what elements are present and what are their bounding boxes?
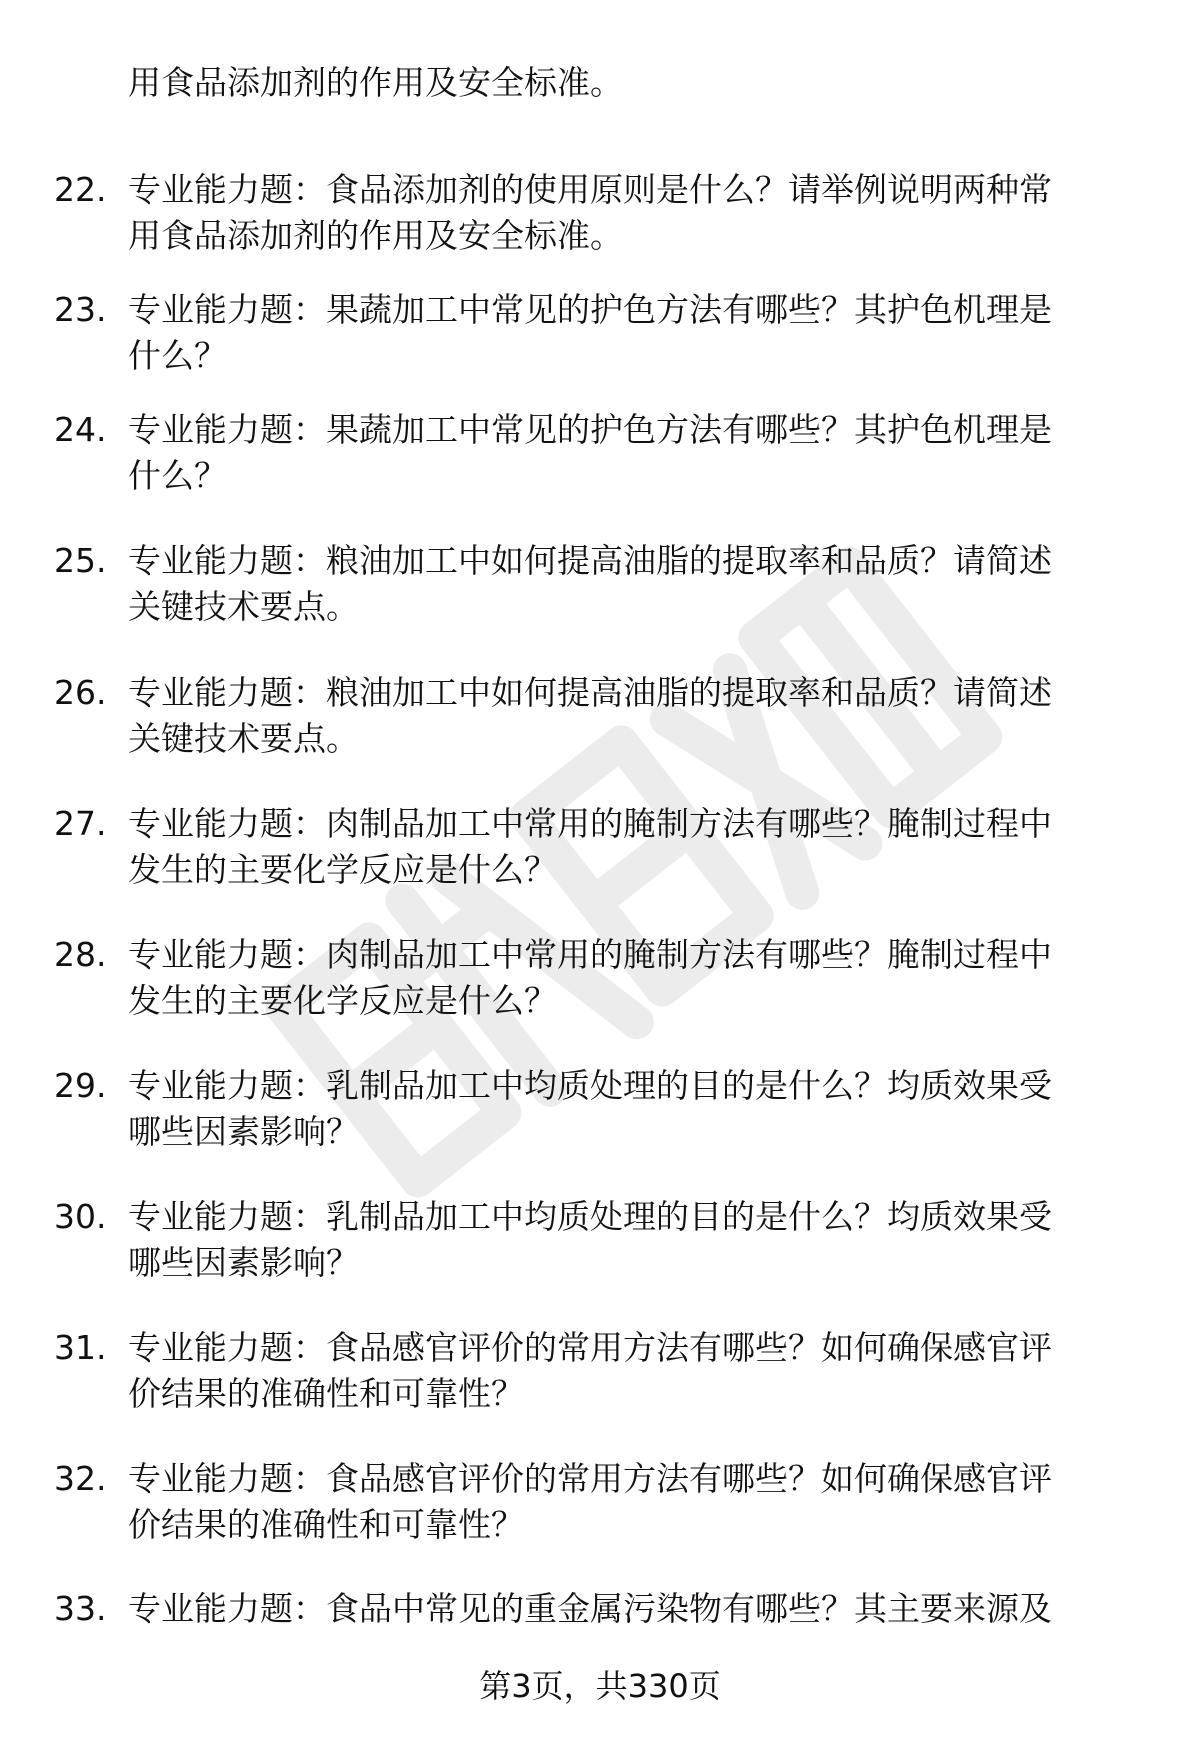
question-number: 27. [54, 804, 107, 843]
question-number: 30. [54, 1197, 107, 1236]
question-number: 32. [54, 1459, 107, 1498]
question-text-line: 哪些因素影响？ [128, 1112, 359, 1151]
question-number: 28. [54, 935, 107, 974]
question-text-line: 用食品添加剂的作用及安全标准。 [128, 216, 623, 255]
page-number-footer: 第3页，共330页 [479, 1667, 721, 1705]
question-number: 31. [54, 1328, 107, 1367]
question-number: 24. [54, 410, 107, 449]
question-text-line: 专业能力题：肉制品加工中常用的腌制方法有哪些？腌制过程中 [128, 804, 1052, 843]
question-text-line: 发生的主要化学反应是什么？ [128, 850, 557, 889]
question-text-line: 专业能力题：乳制品加工中均质处理的目的是什么？均质效果受 [128, 1197, 1052, 1236]
question-text-line: 关键技术要点。 [128, 719, 359, 758]
question-text-line: 专业能力题：乳制品加工中均质处理的目的是什么？均质效果受 [128, 1066, 1052, 1105]
question-text-line: 专业能力题：食品添加剂的使用原则是什么？请举例说明两种常 [128, 170, 1052, 209]
question-text-line: 什么？ [128, 456, 227, 495]
question-text-line: 专业能力题：肉制品加工中常用的腌制方法有哪些？腌制过程中 [128, 935, 1052, 974]
question-text-line: 价结果的准确性和可靠性？ [128, 1505, 524, 1544]
question-number: 25. [54, 541, 107, 580]
question-number: 23. [54, 290, 107, 329]
question-text-line: 专业能力题：粮油加工中如何提高油脂的提取率和品质？请简述 [128, 673, 1052, 712]
question-text-line: 关键技术要点。 [128, 587, 359, 626]
question-number: 29. [54, 1066, 107, 1105]
question-text-line: 专业能力题：粮油加工中如何提高油脂的提取率和品质？请简述 [128, 541, 1052, 580]
question-number: 33. [54, 1589, 107, 1628]
question-text-line: 发生的主要化学反应是什么？ [128, 981, 557, 1020]
question-text-line: 专业能力题：食品中常见的重金属污染物有哪些？其主要来源及 [128, 1589, 1052, 1628]
question-text-line: 专业能力题：食品感官评价的常用方法有哪些？如何确保感官评 [128, 1459, 1052, 1498]
question-text-line: 专业能力题：果蔬加工中常见的护色方法有哪些？其护色机理是 [128, 410, 1052, 449]
question-number: 26. [54, 673, 107, 712]
question-text-line: 哪些因素影响？ [128, 1243, 359, 1282]
continuation-line: 用食品添加剂的作用及安全标准。 [128, 63, 623, 102]
question-text-line: 价结果的准确性和可靠性？ [128, 1374, 524, 1413]
question-text-line: 专业能力题：果蔬加工中常见的护色方法有哪些？其护色机理是 [128, 290, 1052, 329]
question-text-line: 专业能力题：食品感官评价的常用方法有哪些？如何确保感官评 [128, 1328, 1052, 1367]
question-number: 22. [54, 170, 107, 209]
question-text-line: 什么？ [128, 336, 227, 375]
